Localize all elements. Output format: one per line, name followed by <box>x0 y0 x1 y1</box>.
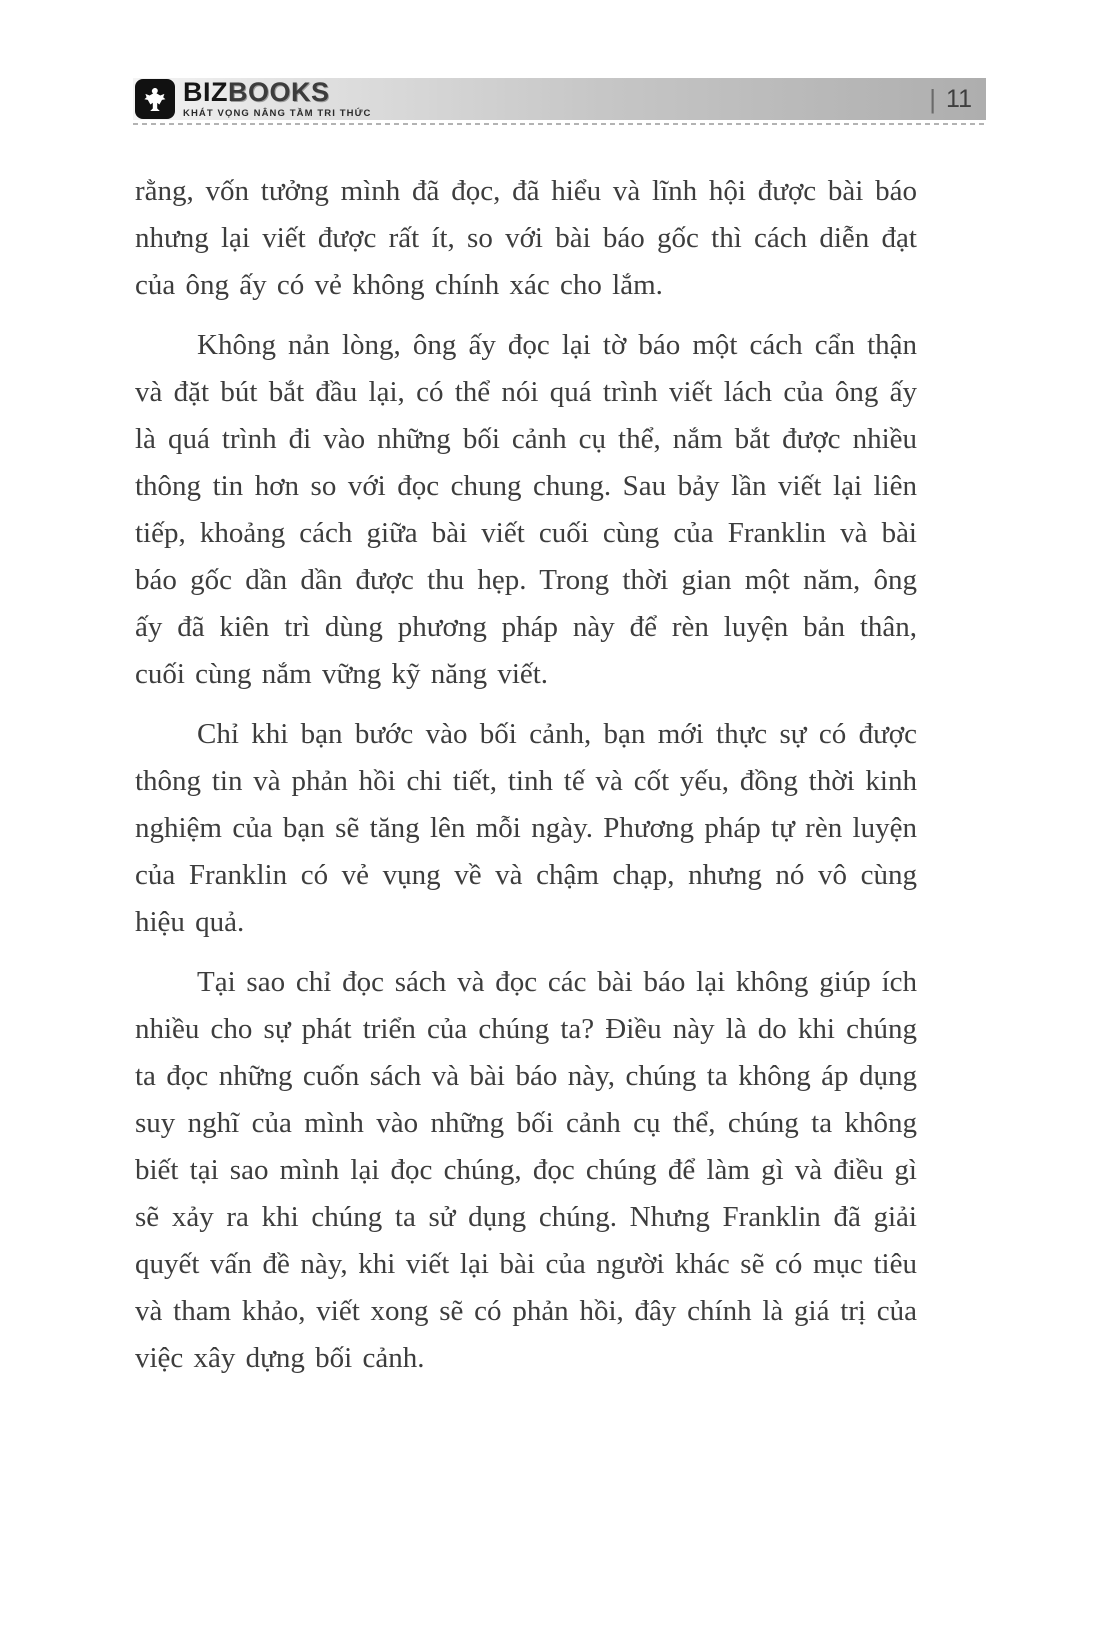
perforation-divider <box>133 123 986 125</box>
page-header <box>133 78 986 125</box>
bizbooks-wordmark <box>183 79 372 119</box>
paragraph: Chỉ khi bạn bước vào bối cảnh, bạn mới thực sự có được thông tin và phản hồi chi tiết, tinh tế và cốt yếu, đồng thời kinh nghiệm của bạn sẽ tăng lên mỗi ngày. Phương pháp tự rèn luyện của Franklin có vẻ vụng về và chậm chạp, nhưng nó vô cùng hiệu quả. <box>135 718 917 938</box>
bizbooks-name <box>183 79 372 106</box>
bizbooks-name-biz: BIZ <box>183 77 228 108</box>
paragraph-list <box>135 168 917 1382</box>
bizbooks-logo-icon <box>135 79 175 119</box>
bizbooks-tagline: KHÁT VỌNG NÂNG TẦM TRI THỨC <box>183 108 372 120</box>
page-number-value: 11 <box>946 84 972 113</box>
paragraph: Tại sao chỉ đọc sách và đọc các bài báo lại không giúp ích nhiều cho sự phát triển của chúng ta? Điều này là do khi chúng ta đọc những cuốn sách và bài báo này, chúng ta không áp dụng suy nghĩ của mình vào những bối cảnh cụ thể, chúng ta không biết tại sao mình lại đọc chúng, đọc chúng để làm gì và điều gì sẽ xảy ra khi chúng ta sử dụng chúng. Nhưng Franklin đã giải quyết vấn đề này, khi viết lại bài của người khác sẽ có mục tiêu và tham khảo, viết xong sẽ có phản hồi, đây chính là giá trị của việc xây dựng bối cảnh. <box>135 966 917 1374</box>
header-bar <box>133 78 986 120</box>
bizbooks-name-books: BOOKS <box>228 77 330 108</box>
page-content <box>135 168 917 1395</box>
paragraph: rằng, vốn tưởng mình đã đọc, đã hiểu và lĩnh hội được bài báo nhưng lại viết được rất ít, so với bài báo gốc thì cách diễn đạt của ông ấy có vẻ không chính xác cho lắm. <box>135 175 917 301</box>
paragraph: Không nản lòng, ông ấy đọc lại tờ báo một cách cẩn thận và đặt bút bắt đầu lại, có thể nói quá trình viết lách của ông ấy là quá trình đi vào những bối cảnh cụ thể, nắm bắt được nhiều thông tin hơn so với đọc chung chung. Sau bảy lần viết lại liên tiếp, khoảng cách giữa bài viết cuối cùng của Franklin và bài báo gốc dần dần được thu hẹp. Trong thời gian một năm, ông ấy đã kiên trì dùng phương pháp này để rèn luyện bản thân, cuối cùng nắm vững kỹ năng viết. <box>135 329 917 690</box>
bizbooks-logo <box>133 79 372 119</box>
page-number <box>929 84 986 115</box>
page-number-separator: | <box>929 83 937 114</box>
